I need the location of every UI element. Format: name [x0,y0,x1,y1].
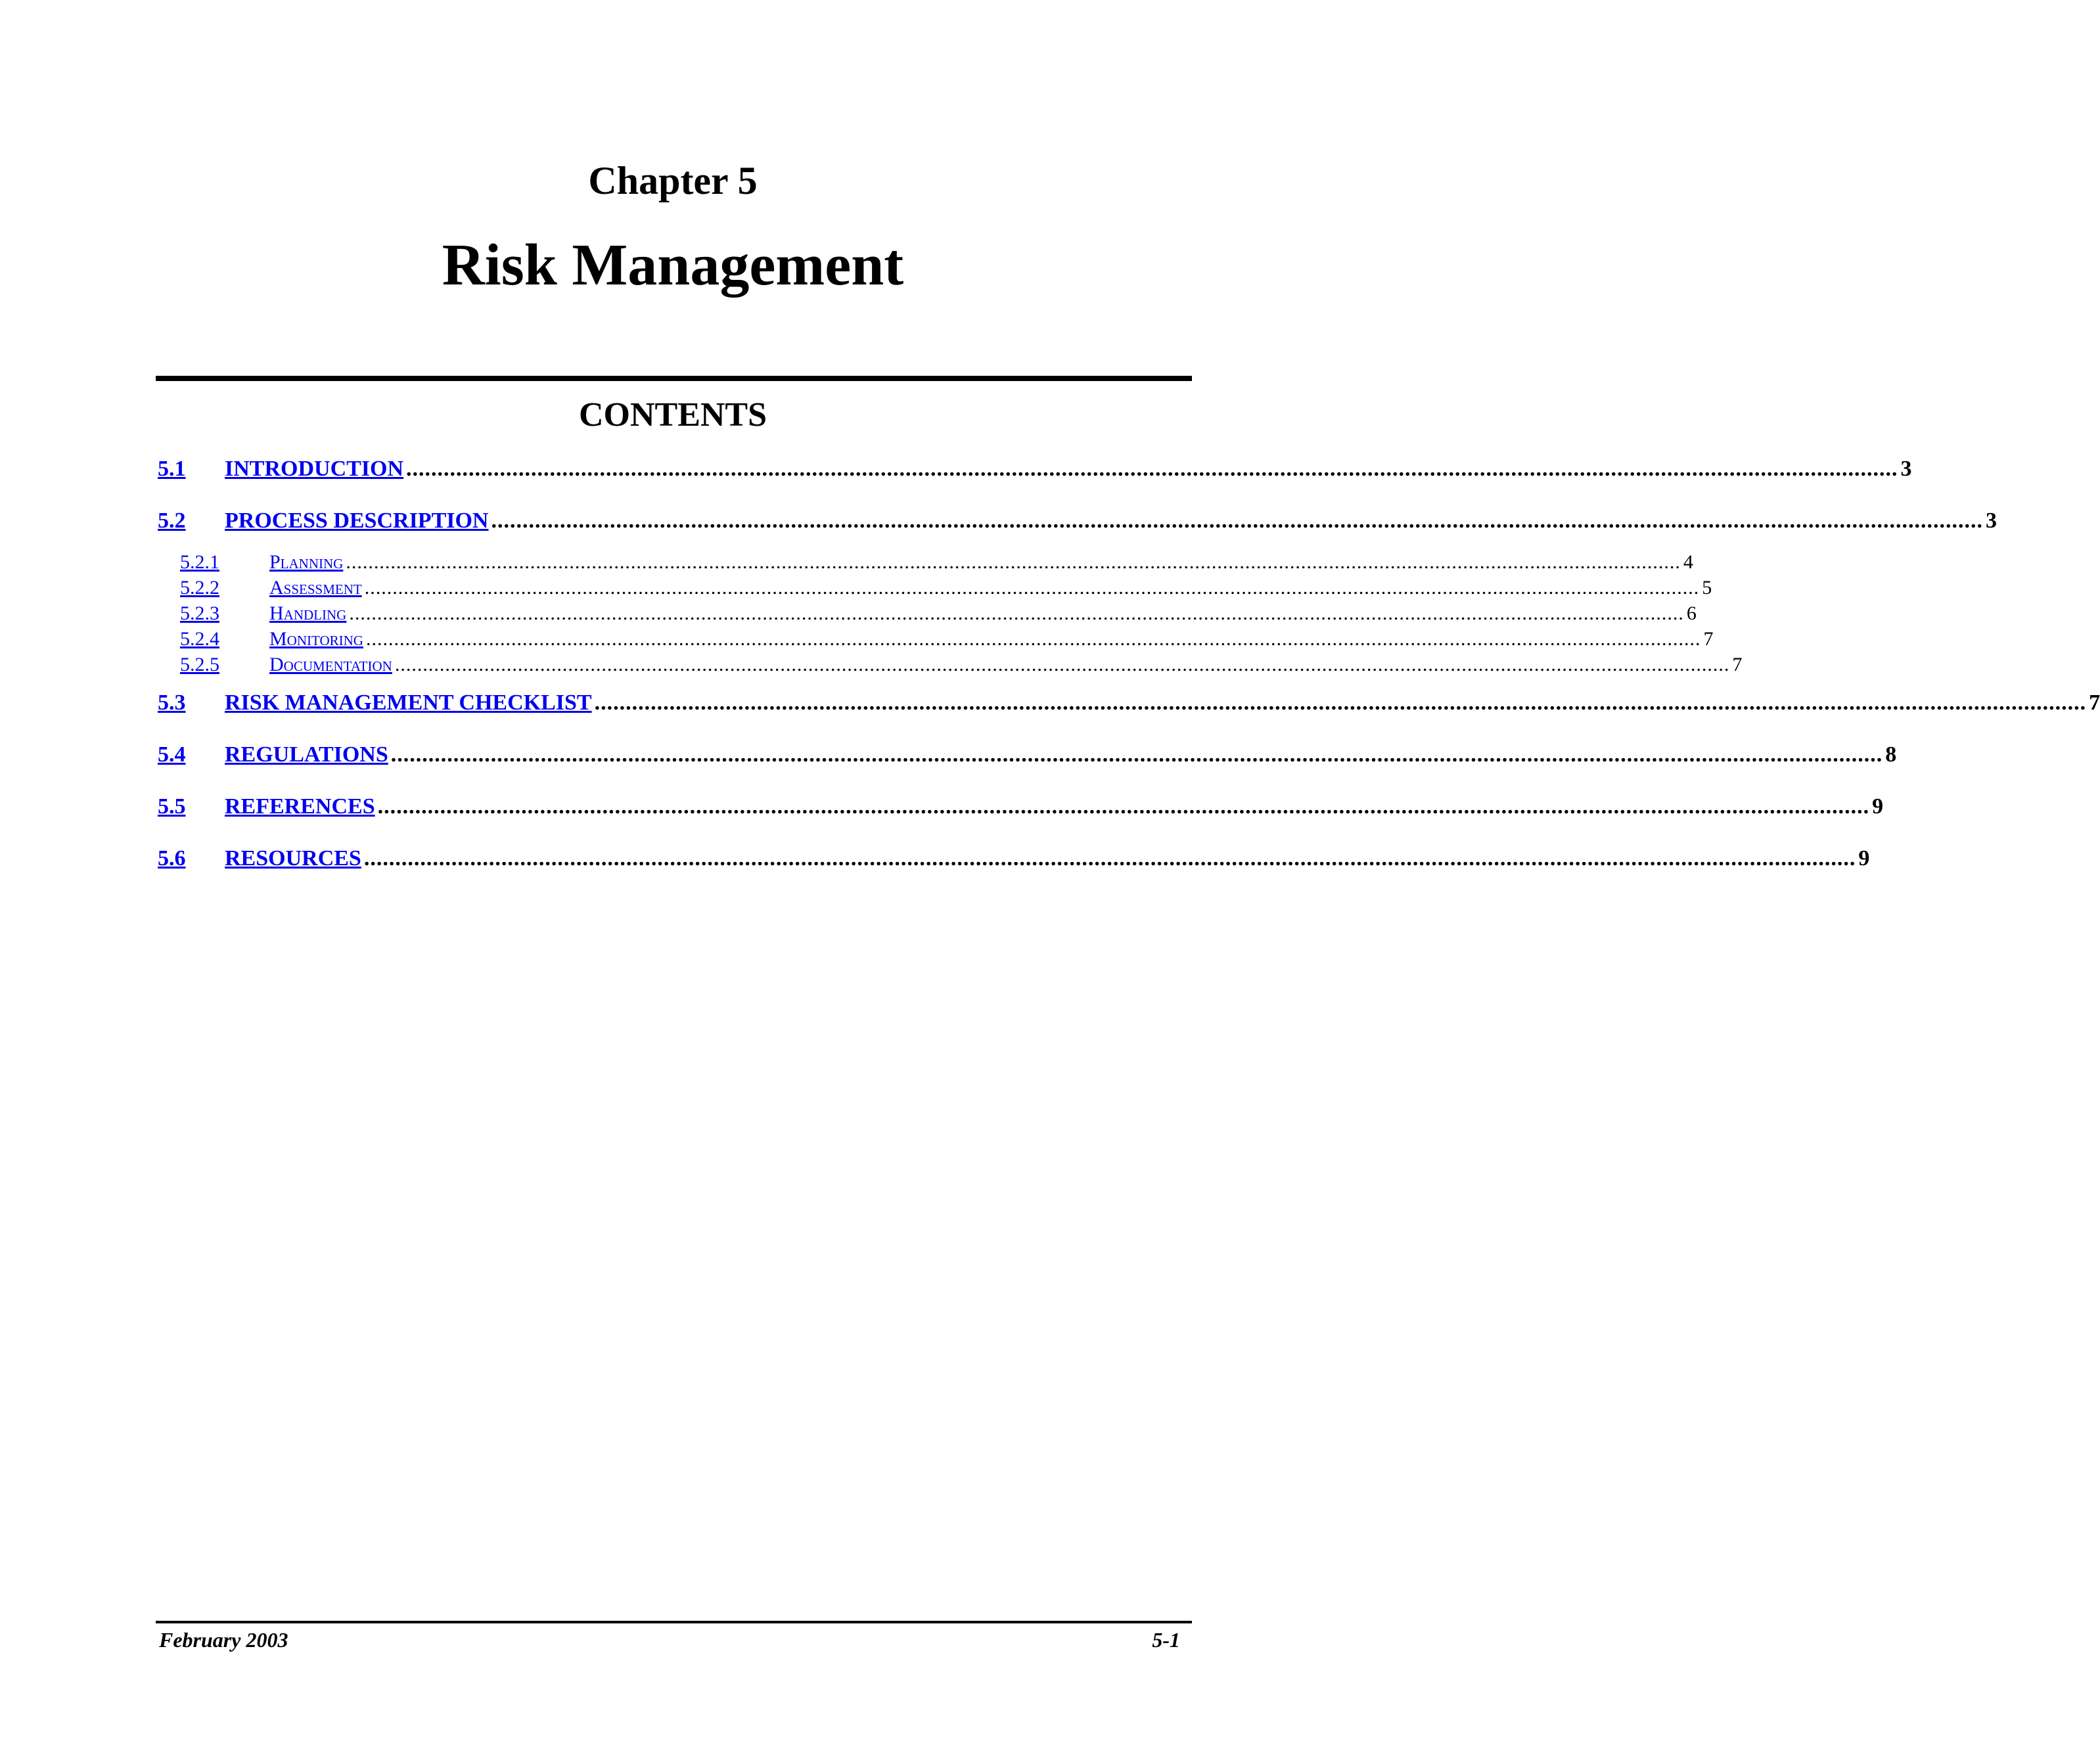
toc-entry-5-5[interactable] [158,794,1884,820]
toc-entry-number[interactable]: 5.6 [158,846,186,870]
toc-dot-leader: ............................................................................................................................................................................................................................................... [349,602,1684,624]
toc-entry-5-1[interactable] [158,456,1912,482]
toc-entry-title[interactable]: Assessment [269,577,362,599]
toc-entry-title[interactable]: REGULATIONS [225,742,388,767]
footer-divider [156,1621,1192,1623]
toc-entry-page: 3 [1900,457,1912,481]
toc-dot-leader: ............................................................................................................................................................................................................................................... [377,794,1870,819]
toc-dot-leader: ............................................................................................................................................................................................................................................... [364,577,1700,599]
toc-entry-title[interactable]: Monitoring [269,628,363,650]
toc-entry-number[interactable]: 5.2.4 [180,628,219,650]
toc-entry-5-2[interactable] [158,508,1997,534]
toc-entry-5-4[interactable] [158,742,1897,768]
toc-dot-leader: ............................................................................................................................................................................................................................................... [363,846,1856,870]
chapter-label: Chapter 5 [588,159,758,202]
toc-dot-leader: ............................................................................................................................................................................................................................................... [491,509,1983,533]
toc-dot-leader: ............................................................................................................................................................................................................................................... [594,690,2087,715]
toc-entry-title[interactable]: REFERENCES [225,794,375,819]
toc-entry-5-6[interactable] [158,846,1870,872]
toc-entry-5-2-5[interactable] [158,653,1743,677]
footer-date: February 2003 [159,1628,288,1652]
toc-entry-title[interactable]: Planning [269,551,344,573]
top-divider [156,376,1192,381]
toc-entry-title[interactable]: PROCESS DESCRIPTION [225,509,489,533]
toc-entry-page: 7 [2089,690,2100,715]
toc-entry-title[interactable]: INTRODUCTION [225,457,404,481]
toc-entry-number[interactable]: 5.2.3 [180,602,219,624]
toc-entry-5-2-1[interactable] [158,551,1693,574]
toc-dot-leader: ............................................................................................................................................................................................................................................... [346,551,1681,573]
footer-page-number: 5-1 [1152,1628,1180,1652]
toc-entry-page: 4 [1683,551,1693,573]
toc-entry-page: 5 [1702,577,1712,599]
chapter-title: Risk Management [442,233,904,298]
toc-dot-leader: ............................................................................................................................................................................................................................................... [390,742,1883,767]
toc-entry-number[interactable]: 5.1 [158,457,186,481]
toc-entry-page: 6 [1686,602,1697,624]
toc-dot-leader: ............................................................................................................................................................................................................................................... [394,654,1730,675]
toc-entry-title[interactable]: Documentation [269,654,392,675]
toc-entry-page: 7 [1703,628,1714,650]
toc-entry-5-2-4[interactable] [158,627,1714,651]
toc-entry-5-2-3[interactable] [158,602,1697,625]
toc-entry-5-2-2[interactable] [158,576,1712,600]
toc-entry-number[interactable]: 5.3 [158,690,186,715]
toc-entry-number[interactable]: 5.2.2 [180,577,219,599]
toc-entry-number[interactable]: 5.5 [158,794,186,819]
toc-entry-page: 9 [1858,846,1870,870]
toc-dot-leader: ............................................................................................................................................................................................................................................... [365,628,1701,650]
toc-entry-page: 7 [1732,654,1743,675]
toc-entry-number[interactable]: 5.4 [158,742,186,767]
toc-dot-leader: ............................................................................................................................................................................................................................................... [406,457,1898,481]
contents-heading: CONTENTS [578,396,767,434]
toc-entry-page: 8 [1885,742,1897,767]
toc-entry-number[interactable]: 5.2 [158,509,186,533]
toc-entry-number[interactable]: 5.2.5 [180,654,219,675]
toc-entry-page: 3 [1985,509,1997,533]
toc-entry-page: 9 [1872,794,1884,819]
toc-entry-title[interactable]: RESOURCES [225,846,361,870]
toc-entry-title[interactable]: Handling [269,602,347,624]
toc-entry-5-3[interactable] [158,690,2100,716]
toc-entry-number[interactable]: 5.2.1 [180,551,219,573]
toc-entry-title[interactable]: RISK MANAGEMENT CHECKLIST [225,690,592,715]
